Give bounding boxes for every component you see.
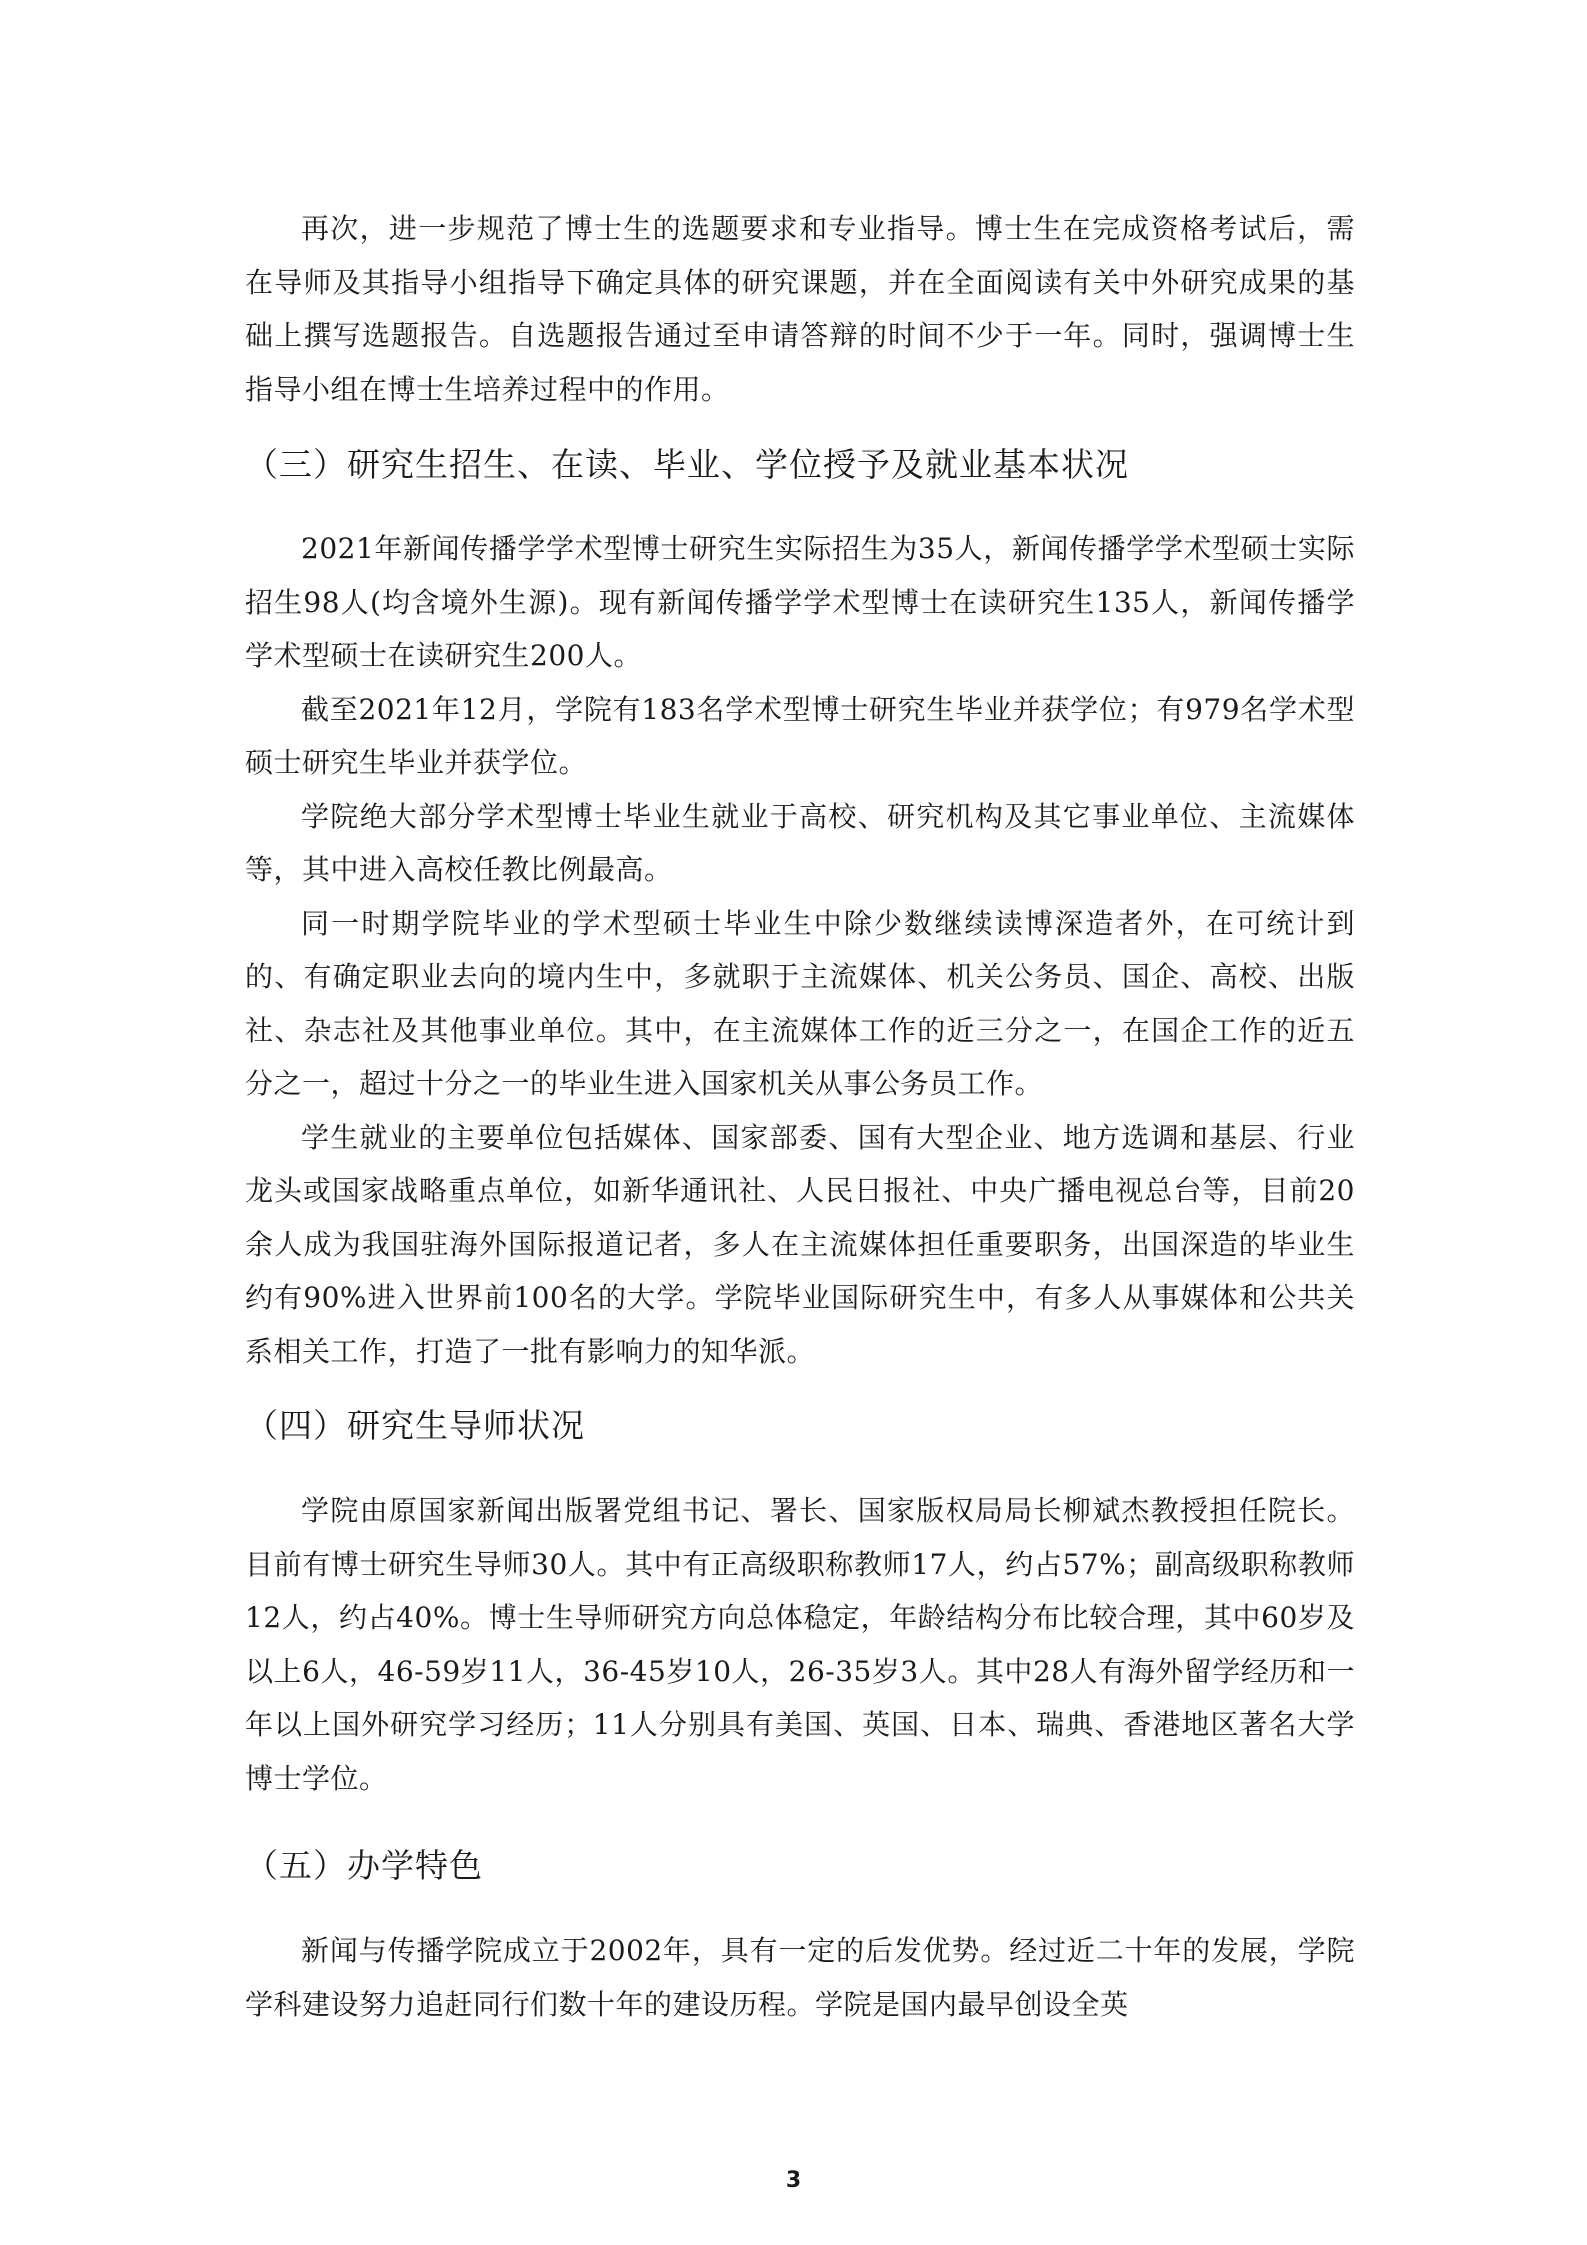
section-3-body <box>245 522 1355 1378</box>
section-heading: （四）研究生导师状况 <box>245 1406 585 1445</box>
section-heading: （五）办学特色 <box>245 1846 483 1885</box>
paragraph: 学生就业的主要单位包括媒体、国家部委、国有大型企业、地方选调和基层、行业龙头或国家战略重点单位，如新华通讯社、人民日报社、中央广播电视总台等，目前20余人成为我国驻海外国际报道记者，多人在主流媒体担任重要职务，出国深造的毕业生约有90%进入世界前100名的大学。学院毕业国际研究生中，有多人从事媒体和公共关系相关工作，打造了一批有影响力的知华派。 <box>245 1120 1355 1368</box>
paragraph: 学院由原国家新闻出版署党组书记、署长、国家版权局局长柳斌杰教授担任院长。目前有博士研究生导师30人。其中有正高级职称教师17人，约占57%；副高级职称教师12人，约占40%。博士生导师研究方向总体稳定，年龄结构分布比较合理，其中60岁及以上6人，46-59岁11人，36-45岁10人，26-35岁3人。其中28人有海外留学经历和一年以上国外研究学习经历；11人分别具有美国、英国、日本、瑞典、香港地区著名大学博士学位。 <box>245 1494 1355 1795</box>
paragraph: 学院绝大部分学术型博士毕业生就业于高校、研究机构及其它事业单位、主流媒体等，其中进入高校任教比例最高。 <box>245 799 1355 886</box>
section-5-heading-block <box>245 1842 1355 1890</box>
paragraph: 再次，进一步规范了博士生的选题要求和专业指导。博士生在完成资格考试后，需在导师及其指导小组指导下确定具体的研究课题，并在全面阅读有关中外研究成果的基础上撰写选题报告。自选题报告通过至申请答辩的时间不少于一年。同时，强调博士生指导小组在博士生培养过程中的作用。 <box>245 212 1355 406</box>
section-4-body <box>245 1484 1355 1805</box>
section-4-heading-block <box>245 1402 1355 1450</box>
paragraph: 截至2021年12月，学院有183名学术型博士研究生毕业并获学位；有979名学术型硕士研究生毕业并获学位。 <box>245 692 1355 779</box>
paragraph: 同一时期学院毕业的学术型硕士毕业生中除少数继续读博深造者外，在可统计到的、有确定职业去向的境内生中，多就职于主流媒体、机关公务员、国企、高校、出版社、杂志社及其他事业单位。其中，在主流媒体工作的近三分之一，在国企工作的近五分之一，超过十分之一的毕业生进入国家机关从事公务员工作。 <box>245 906 1355 1100</box>
paragraph: 新闻与传播学院成立于2002年，具有一定的后发优势。经过近二十年的发展，学院学科建设努力追赶同行们数十年的建设历程。学院是国内最早创设全英 <box>245 1934 1355 2021</box>
page-number: 3 <box>785 2168 802 2193</box>
intro-section <box>245 202 1355 416</box>
section-5-body <box>245 1924 1355 2031</box>
paragraph: 2021年新闻传播学学术型博士研究生实际招生为35人，新闻传播学学术型硕士实际招生98人(均含境外生源)。现有新闻传播学学术型博士在读研究生135人，新闻传播学学术型硕士在读研究生200人。 <box>245 532 1355 672</box>
section-3-heading-block <box>245 441 1355 489</box>
section-heading: （三）研究生招生、在读、毕业、学位授予及就业基本状况 <box>245 445 1129 484</box>
